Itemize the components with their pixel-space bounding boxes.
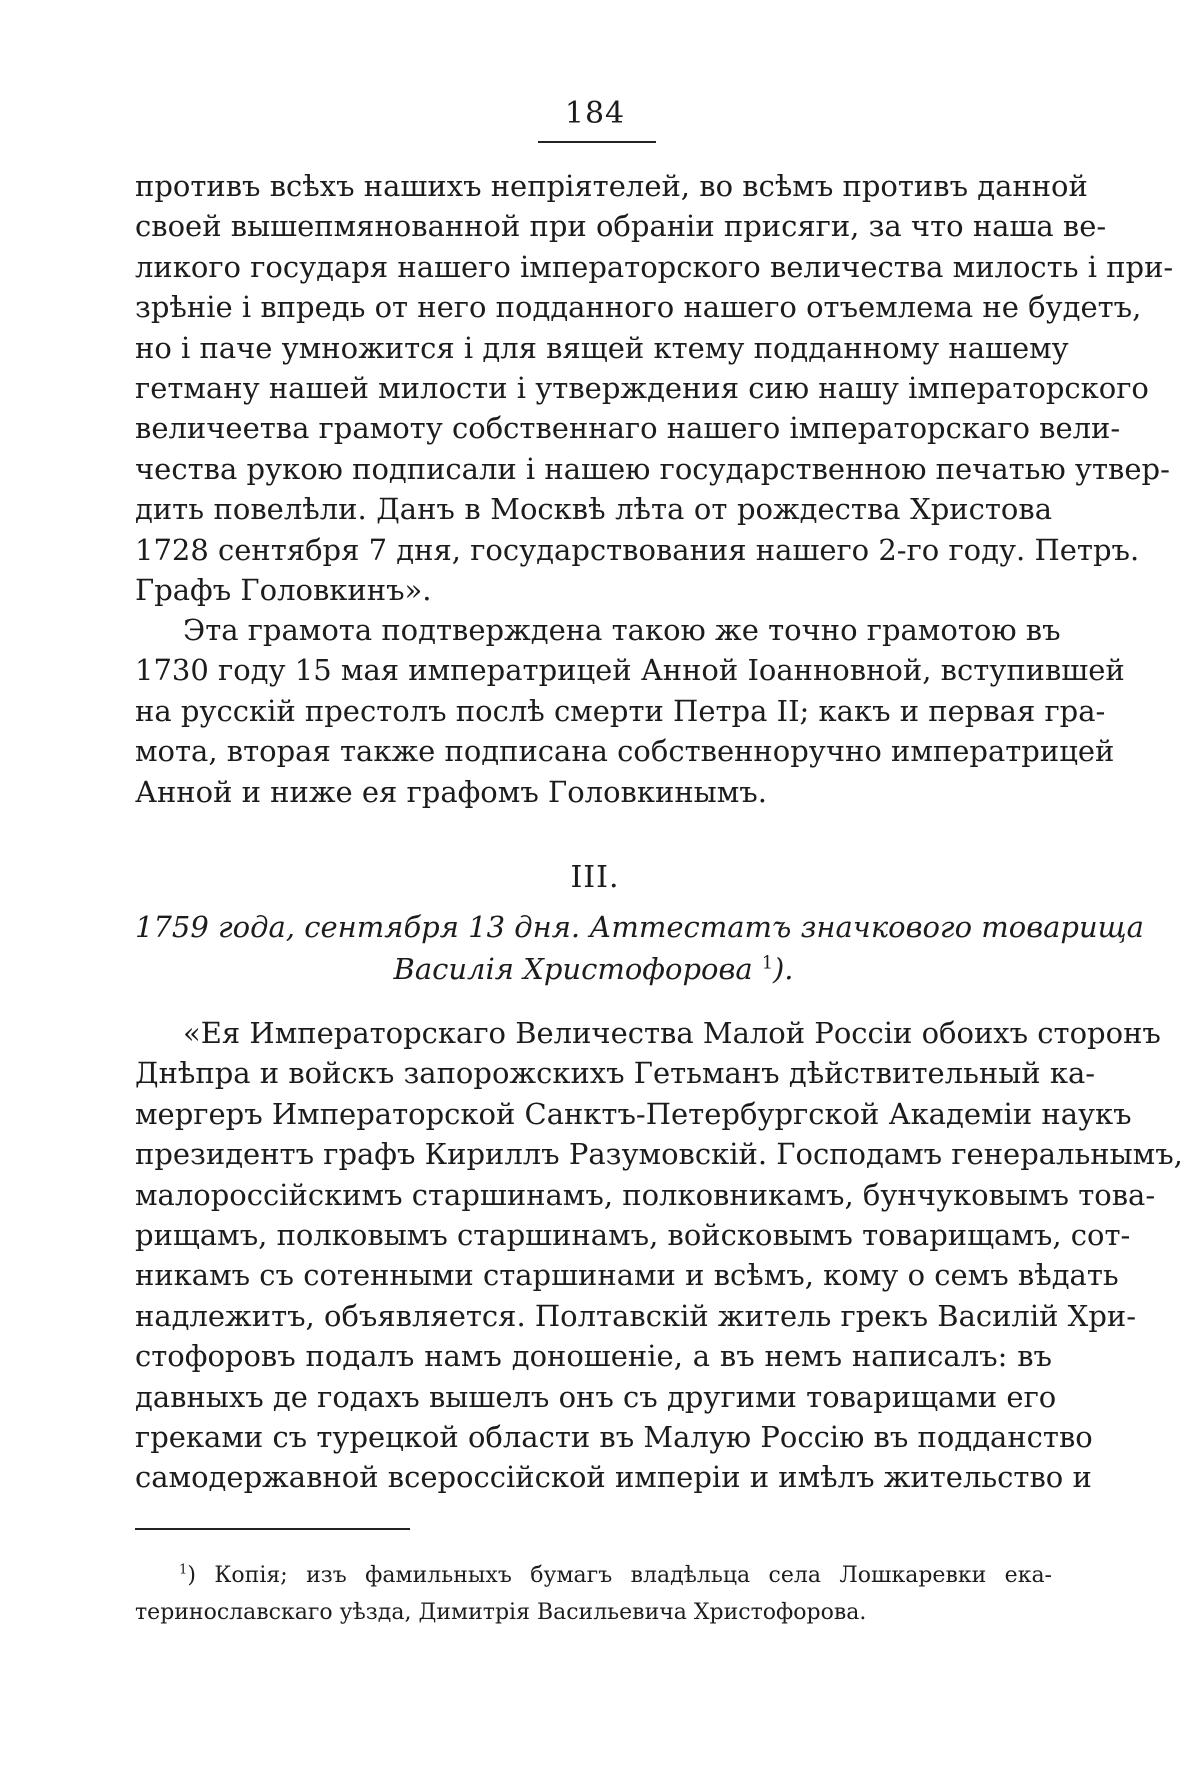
text-line: 1728 сентября 7 дня, государствования нашего 2-го году. Петръ.: [135, 532, 1140, 567]
footnote-marker: 1: [179, 1562, 188, 1578]
text-line: но і паче умножится і для вящей ктему подданному нашему: [135, 330, 1069, 365]
text-line: 1730 году 15 мая императрицей Анной Іоанновной, вступившей: [135, 653, 1125, 688]
text-line: Днѣпра и войскъ запорожскихъ Гетьманъ дѣйствительный ка-: [135, 1056, 1096, 1091]
text-line: самодержавной всероссійской имперіи и имѣлъ жительство и: [135, 1460, 1092, 1495]
text-line: мота, вторая также подписана собственноручно императрицей: [135, 734, 1115, 769]
text-line: дить повелѣли. Данъ в Москвѣ лѣта от рождества Христова: [135, 492, 1052, 527]
text-line: на русскій престолъ послѣ смерти Петра II; какъ и первая гра-: [135, 693, 1106, 728]
text-line: давныхъ де годахъ вышелъ онъ съ другими товарищами его: [135, 1379, 1057, 1414]
section-numeral: III.: [570, 860, 620, 895]
text-line: величеетва грамоту собственнаго нашего імператорскаго вели-: [135, 411, 1121, 446]
text-line: стофоровъ подалъ намъ доношеніе, а въ немъ написалъ: въ: [135, 1339, 1052, 1374]
section-title-text: Василія Христофорова: [393, 952, 762, 986]
page-number: 184: [564, 96, 626, 131]
paragraph-attestat: [135, 1013, 1183, 1498]
text-line: Анной и ниже ея графомъ Головкинымъ.: [135, 774, 767, 809]
text-line: рищамъ, полковымъ старшинамъ, войсковымъ товарищамъ, сот-: [135, 1217, 1131, 1252]
section-title-line: 1759 года, сентября 13 дня. Аттестатъ значкового товарища: [135, 910, 1144, 944]
text-line: гетману нашей милости і утверждения сию нашу імператорского: [135, 370, 1149, 405]
text-line: ликого государя нашего імператорского величества милость і при-: [135, 249, 1174, 284]
text-line: надлежитъ, объявляется. Полтавскій житель грекъ Василій Хри-: [135, 1298, 1137, 1333]
text-line: Эта грамота подтверждена такою же точно грамотою въ: [183, 613, 1061, 647]
section-title-end: ).: [772, 952, 794, 986]
footnote: [135, 1557, 1052, 1631]
text-line: чества рукою подписали і нашею государственною печатью утвер-: [135, 451, 1170, 486]
section-title-line: [135, 948, 1052, 990]
text-line: Графъ Головкинъ».: [135, 572, 432, 607]
section-title: [135, 906, 1144, 990]
text-line: мергеръ Императорской Санктъ-Петербургской Академіи наукъ: [135, 1096, 1132, 1131]
text-line: своей вышепмянованной при обраніи присяги, за что наша ве-: [135, 209, 1107, 244]
text-line: малороссійскимъ старшинамъ, полковникамъ, бунчуковымъ това-: [135, 1177, 1156, 1212]
text-line: никамъ съ сотенными старшинами и всѣмъ, кому о семъ вѣдать: [135, 1258, 1119, 1293]
footnote-text: ) Копія; изъ фамильныхъ бумагъ владѣльца села Лошкаревки ека-: [187, 1563, 1052, 1588]
footnote-line: теринославскаго уѣзда, Димитрія Васильевича Христофорова.: [135, 1600, 867, 1625]
footnote-line: [135, 1557, 1052, 1594]
text-line: зрѣніе і впредь от него подданного нашего отъемлема не будетъ,: [135, 290, 1142, 325]
text-line: греками съ турецкой области въ Малую Россію въ подданство: [135, 1419, 1093, 1454]
page-number-rule: [538, 141, 656, 143]
paragraph-continuation: [135, 166, 1174, 610]
paragraph-gramota: [135, 610, 1125, 812]
footnote-reference: 1: [761, 953, 773, 974]
footnote-rule: [135, 1528, 410, 1530]
text-line: «Ея Императорскаго Величества Малой Россіи обоихъ сторонъ: [183, 1016, 1161, 1050]
text-line: президентъ графъ Кириллъ Разумовскій. Господамъ генеральнымъ,: [135, 1137, 1183, 1172]
text-line: противъ всѣхъ нашихъ непріятелей, во всѣмъ противъ данной: [135, 169, 1088, 203]
